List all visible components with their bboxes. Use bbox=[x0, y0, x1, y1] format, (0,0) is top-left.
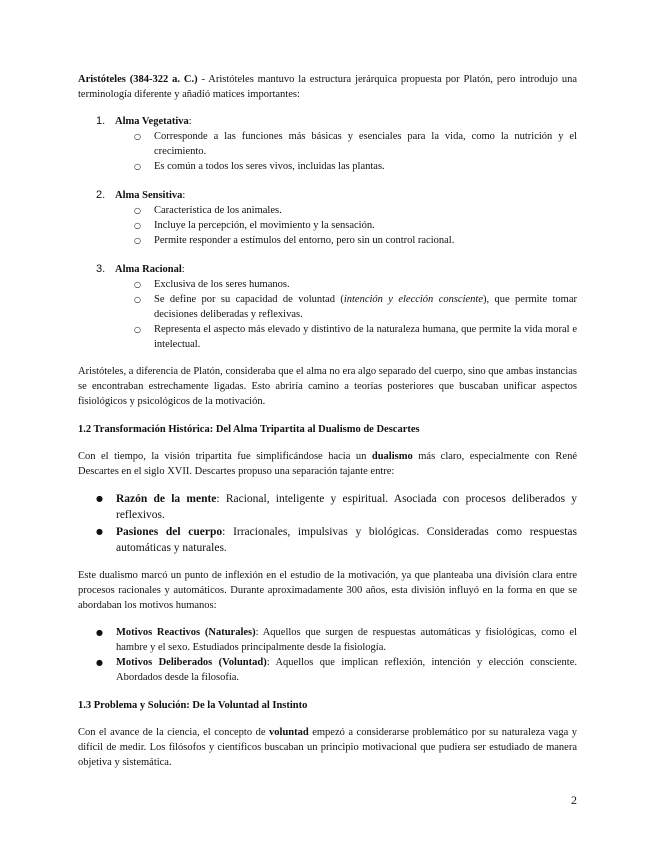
motive-text: : Aquellos que surgen de respuestas automáticas y fisiológicas, como el hambre y el sexo. Estudiados principalmente desde la fisiología. bbox=[116, 627, 577, 653]
motive-term: Motivos Reactivos (Naturales) bbox=[116, 627, 256, 638]
list-item bbox=[96, 524, 577, 556]
list-item bbox=[96, 655, 577, 685]
bullet-text: : Irracionales, impulsivas y biológicas. Consideradas como respuestas automáticas y naturales. bbox=[116, 526, 577, 554]
soul-name: Alma Vegetativa bbox=[115, 116, 189, 127]
motive-text: : Aquellos que implican reflexión, intención y elección consciente. Abordados desde la filosofía. bbox=[116, 657, 577, 683]
soul-point: ○ Exclusiva de los seres humanos. bbox=[134, 277, 577, 292]
document-page bbox=[78, 72, 577, 770]
soul-item-vegetativa: 1. Alma Vegetativa: ○ Corresponde a las funciones más básicas y esenciales para la vida, como la nutrición y el crecimiento. ○ Es común a todos los seres vivos, incluidas las plantas. bbox=[78, 114, 577, 174]
intro-title: Aristóteles (384-322 a. C.) bbox=[78, 74, 198, 85]
soul-point: ○ Característica de los animales. bbox=[134, 203, 577, 218]
section-heading-1-3: 1.3 Problema y Solución: De la Voluntad al Instinto bbox=[78, 700, 308, 711]
list-item bbox=[96, 625, 577, 655]
voluntad-after: ), que permite tomar decisiones deliberadas y reflexivas. bbox=[154, 294, 577, 320]
soul-number: 1. bbox=[96, 115, 106, 127]
influence-paragraph: Este dualismo marcó un punto de inflexión en el estudio de la motivación, ya que planteaba una división clara entre procesos racionales y automáticos. Durante aproximadamente 300 años, esta división influyó en la forma en que se abordaban los motivos humanos: bbox=[78, 570, 577, 611]
bullet-text: : Racional, inteligente y espiritual. Asociada con procesos deliberados y reflexivos. bbox=[116, 493, 578, 521]
intro-paragraph bbox=[78, 72, 577, 102]
souls-list bbox=[78, 114, 577, 352]
motives-list bbox=[78, 625, 577, 685]
voluntad-term: voluntad bbox=[269, 727, 309, 738]
dualismo-term: dualismo bbox=[371, 451, 413, 462]
soul-number: 2. bbox=[96, 189, 106, 201]
dualismo-paragraph bbox=[78, 449, 577, 479]
dualismo-text-c: más claro, especialmente con René Descartes en el siglo XVII. Descartes propuso una separación tajante entre: bbox=[78, 451, 577, 477]
motive-term: Motivos Deliberados (Voluntad) bbox=[116, 657, 267, 668]
soul-points bbox=[78, 129, 577, 174]
aristoteles-paragraph: Aristóteles, a diferencia de Platón, consideraba que el alma no era algo separado del cuerpo, sino que ambas instancias se encontraban estrechamente ligadas. Esto abriría camino a teorías posteriores que buscaban unificar aspectos fisiológicos y psicológicos de la motivación. bbox=[78, 366, 577, 407]
soul-point: ○ Es común a todos los seres vivos, incluidas las plantas. bbox=[134, 159, 577, 174]
soul-name: Alma Sensitiva bbox=[115, 190, 183, 201]
descartes-list bbox=[78, 491, 577, 556]
soul-item-sensitiva: 2. Alma Sensitiva: ○ Característica de los animales. ○ Incluye la percepción, el movimiento y la sensación. ○ Permite responder a estímulos del entorno, pero sin un control racional. bbox=[78, 188, 577, 248]
soul-point: ○ Incluye la percepción, el movimiento y la sensación. bbox=[134, 218, 577, 233]
soul-item-racional: 3. Alma Racional: ○ Exclusiva de los seres humanos. ○ Se define por su capacidad de voluntad (intención y elección consciente), que permite tomar decisiones deliberadas y reflexivas. ○ Representa el aspecto más elevado y distintivo de la naturaleza humana, que permite la vida moral e intelectual. bbox=[78, 262, 577, 352]
soul-number: 3. bbox=[96, 263, 106, 275]
voluntad-paragraph bbox=[78, 725, 577, 770]
voluntad-paragraph-c: empezó a considerarse problemático por su naturaleza vaga y difícil de medir. Los filósofos y científicos buscaban un principio motivacional que pudiera ser estudiado de manera objetiva y sistemática. bbox=[78, 727, 578, 768]
soul-points bbox=[78, 277, 577, 352]
voluntad-italic: intención y elección consciente bbox=[343, 294, 484, 305]
soul-point: ○ Corresponde a las funciones más básicas y esenciales para la vida, como la nutrición y el crecimiento. bbox=[134, 129, 577, 159]
list-item bbox=[96, 491, 577, 523]
intro-text: - Aristóteles mantuvo la estructura jerárquica propuesta por Platón, pero introdujo una terminología diferente y añadió matices importantes: bbox=[78, 74, 577, 100]
bullet-term: Pasiones del cuerpo bbox=[116, 526, 223, 538]
voluntad-text: Se define por su capacidad de voluntad ( bbox=[154, 294, 344, 305]
voluntad-paragraph-a: Con el avance de la ciencia, el concepto de bbox=[78, 727, 270, 738]
dualismo-text-a: Con el tiempo, la visión tripartita fue simplificándose hacia un bbox=[78, 451, 372, 462]
bullet-term: Razón de la mente bbox=[116, 493, 217, 505]
page-number: 2 bbox=[571, 793, 577, 807]
soul-point: ○ Permite responder a estímulos del entorno, pero sin un control racional. bbox=[134, 233, 577, 248]
soul-points bbox=[78, 203, 577, 248]
soul-name: Alma Racional bbox=[115, 264, 182, 275]
section-heading-1-2: 1.2 Transformación Histórica: Del Alma Tripartita al Dualismo de Descartes bbox=[78, 424, 420, 435]
soul-point-voluntad bbox=[134, 292, 577, 322]
soul-point: ○ Representa el aspecto más elevado y distintivo de la naturaleza humana, que permite la vida moral e intelectual. bbox=[134, 322, 577, 352]
